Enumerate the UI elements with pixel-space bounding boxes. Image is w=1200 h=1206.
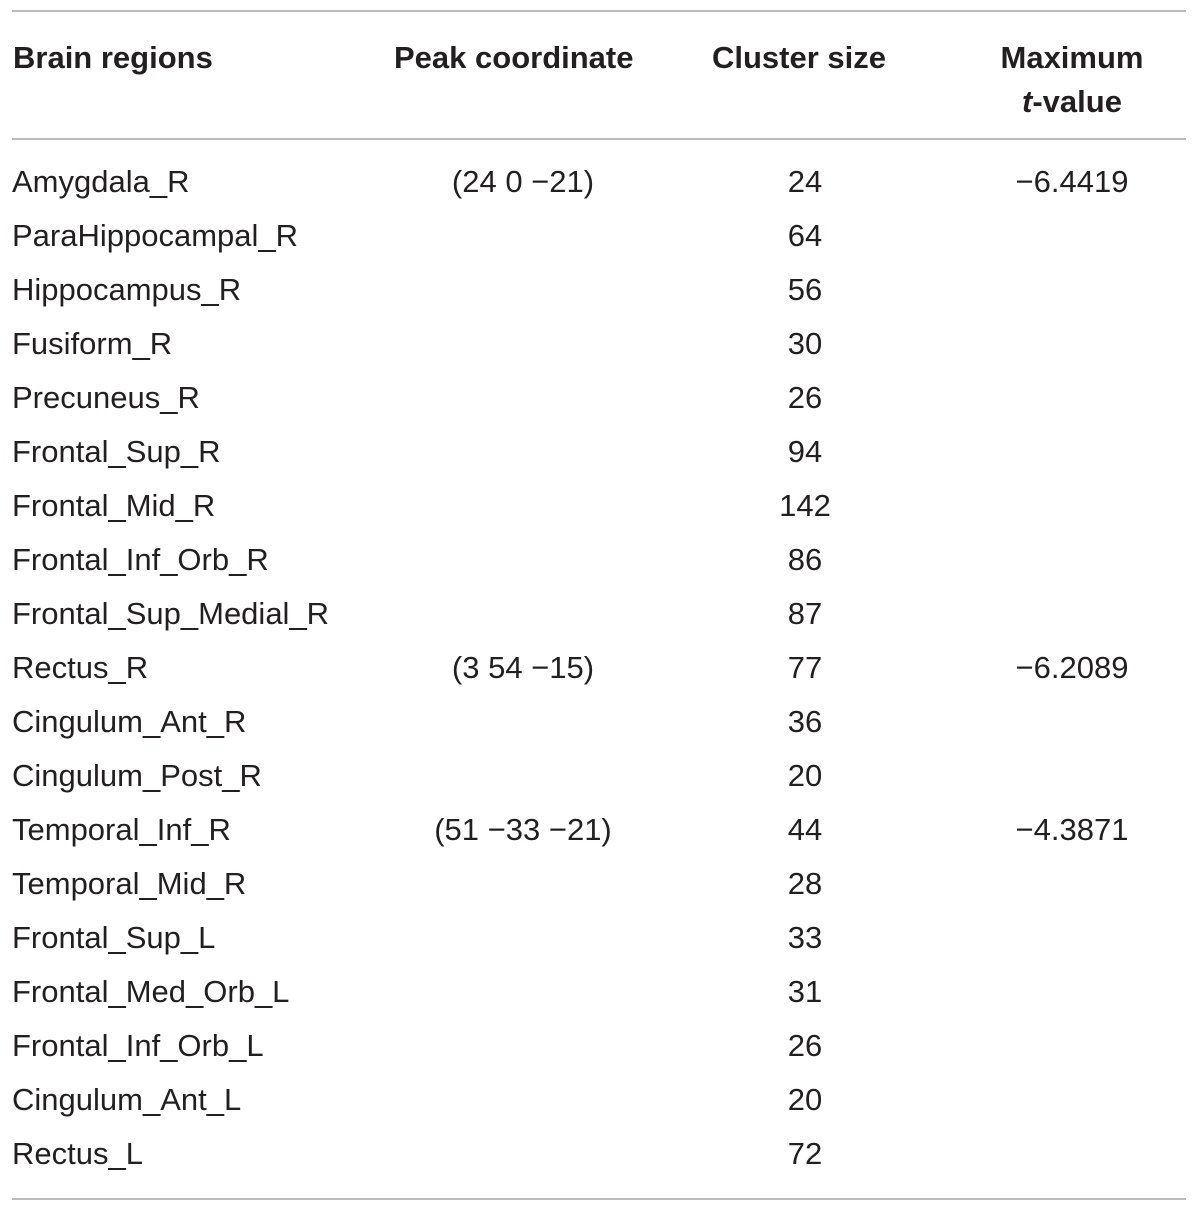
cell-cluster-size: 36 (787, 704, 823, 739)
cell-brain-region: Frontal_Sup_R (12, 434, 221, 469)
header-t-symbol: t (1022, 84, 1033, 119)
cell-brain-region: ParaHippocampal_R (12, 218, 299, 253)
table-row (12, 479, 1186, 533)
table-row (12, 803, 1186, 857)
cell-brain-region: Frontal_Inf_Orb_R (12, 542, 269, 577)
table-bottom-rule (12, 1198, 1186, 1200)
cell-brain-region: Frontal_Inf_Orb_L (12, 1028, 264, 1063)
table-row (12, 155, 1186, 209)
cell-max-t-value: −4.3871 (1015, 812, 1129, 847)
cell-brain-region: Cingulum_Post_R (12, 758, 262, 793)
table-row (12, 425, 1186, 479)
cell-cluster-size: 56 (787, 272, 823, 307)
cell-brain-region: Frontal_Med_Orb_L (12, 974, 290, 1009)
cell-brain-region: Frontal_Sup_Medial_R (12, 596, 330, 631)
table-row (12, 1127, 1186, 1181)
cell-cluster-size: 28 (787, 866, 823, 901)
table-row (12, 857, 1186, 911)
table-body (12, 140, 1186, 1198)
cell-cluster-size: 142 (779, 488, 831, 523)
cell-peak-coordinate: (3 54 −15) (451, 650, 595, 685)
header-maximum-t-value (984, 36, 1160, 124)
table-row (12, 749, 1186, 803)
table-row (12, 263, 1186, 317)
cell-cluster-size: 86 (787, 542, 823, 577)
cell-cluster-size: 30 (787, 326, 823, 361)
cell-cluster-size: 24 (787, 164, 823, 199)
header-maximum-label: Maximum (1000, 40, 1144, 75)
cell-cluster-size: 77 (787, 650, 823, 685)
table-row (12, 533, 1186, 587)
cell-brain-region: Temporal_Mid_R (12, 866, 247, 901)
table-row (12, 209, 1186, 263)
cell-cluster-size: 26 (787, 1028, 823, 1063)
header-brain-regions: Brain regions (13, 40, 213, 75)
cell-brain-region: Temporal_Inf_R (12, 812, 231, 847)
table-header (12, 12, 1186, 138)
cell-peak-coordinate: (24 0 −21) (451, 164, 595, 199)
header-peak-coordinate: Peak coordinate (394, 40, 634, 75)
table-row (12, 641, 1186, 695)
table-row (12, 695, 1186, 749)
table-row (12, 587, 1186, 641)
table-row (12, 965, 1186, 1019)
cell-cluster-size: 94 (787, 434, 823, 469)
table-row (12, 317, 1186, 371)
table-row (12, 1019, 1186, 1073)
cell-brain-region: Frontal_Mid_R (12, 488, 216, 523)
cell-brain-region: Fusiform_R (12, 326, 173, 361)
cell-brain-region: Cingulum_Ant_L (12, 1082, 242, 1117)
cell-cluster-size: 64 (787, 218, 823, 253)
table-row (12, 371, 1186, 425)
cell-peak-coordinate: (51 −33 −21) (434, 812, 612, 847)
cell-max-t-value: −6.4419 (1015, 164, 1129, 199)
table-row (12, 911, 1186, 965)
cell-max-t-value: −6.2089 (1015, 650, 1129, 685)
cell-cluster-size: 31 (787, 974, 823, 1009)
cell-brain-region: Frontal_Sup_L (12, 920, 216, 955)
cell-brain-region: Precuneus_R (12, 380, 200, 415)
header-value-suffix: -value (1032, 84, 1122, 119)
cell-cluster-size: 44 (787, 812, 823, 847)
cell-brain-region: Amygdala_R (12, 164, 190, 199)
table-row (12, 1073, 1186, 1127)
cell-brain-region: Rectus_R (12, 650, 149, 685)
cell-brain-region: Cingulum_Ant_R (12, 704, 247, 739)
cell-cluster-size: 26 (787, 380, 823, 415)
results-table (12, 10, 1186, 1200)
header-cluster-size: Cluster size (712, 40, 887, 75)
cell-brain-region: Hippocampus_R (12, 272, 242, 307)
cell-cluster-size: 87 (787, 596, 823, 631)
cell-brain-region: Rectus_L (12, 1136, 143, 1171)
cell-cluster-size: 72 (787, 1136, 823, 1171)
cell-cluster-size: 20 (787, 758, 823, 793)
cell-cluster-size: 33 (787, 920, 823, 955)
cell-cluster-size: 20 (787, 1082, 823, 1117)
